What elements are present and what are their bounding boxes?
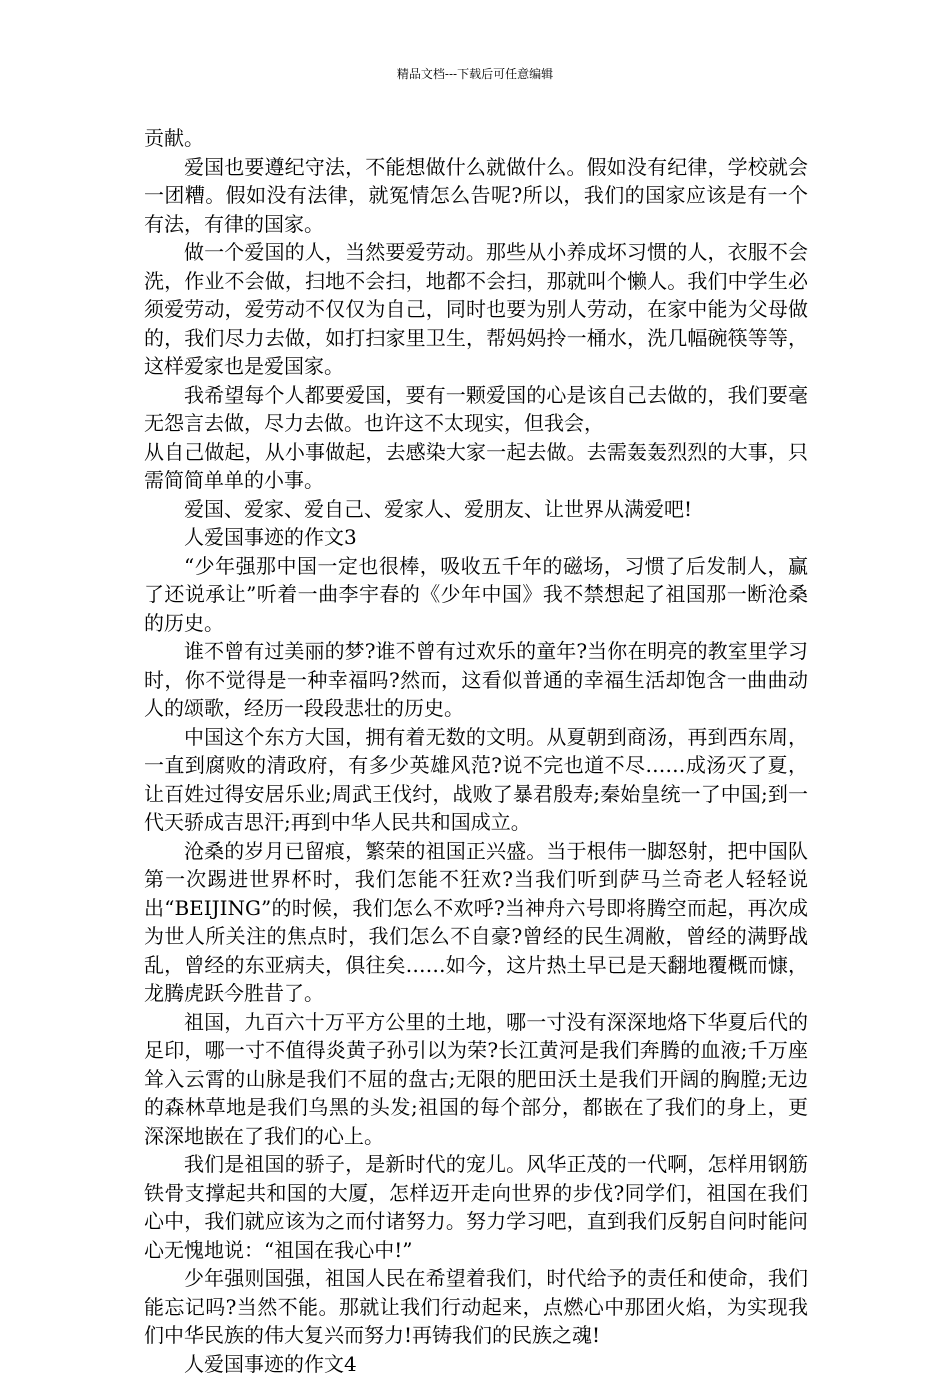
paragraph-6: 爱国、爱家、爱自己、爱家人、爱朋友、让世界从满爱吧! — [144, 495, 808, 524]
section-heading-4: 人爱国事迹的作文4 — [144, 1350, 808, 1378]
paragraph-1: 贡献。 — [144, 124, 808, 153]
paragraph-8: 谁不曾有过美丽的梦?谁不曾有过欢乐的童年?当你在明亮的教室里学习时，你不觉得是一种幸福吗?然而，这看似普通的幸福生活却饱含一曲曲动人的颂歌，经历一段段悲壮的历史。 — [144, 637, 808, 723]
paragraph-2: 爱国也要遵纪守法，不能想做什么就做什么。假如没有纪律，学校就会一团糟。假如没有法律，就冤情怎么告呢?所以，我们的国家应该是有一个有法，有律的国家。 — [144, 153, 808, 239]
section-heading-3: 人爱国事迹的作文3 — [144, 523, 808, 552]
paragraph-12: 我们是祖国的骄子，是新时代的宠儿。风华正茂的一代啊，怎样用钢筋铁骨支撑起共和国的大厦，怎样迈开走向世界的步伐?同学们，祖国在我们心中，我们就应该为之而付诸努力。努力学习吧，直到我们反躬自问时能问心无愧地说：“祖国在我心中!” — [144, 1150, 808, 1264]
paragraph-11: 祖国，九百六十万平方公里的土地，哪一寸没有深深地烙下华夏后代的足印，哪一寸不值得炎黄子孙引以为荣?长江黄河是我们奔腾的血液;千万座耸入云霄的山脉是我们不屈的盘古;无限的肥田沃土是我们开阔的胸膛;无边的森林草地是我们乌黑的头发;祖国的每个部分，都嵌在了我们的身上，更深深地嵌在了我们的心上。 — [144, 1008, 808, 1151]
paragraph-13: 少年强则国强，祖国人民在希望着我们，时代给予的责任和使命，我们能忘记吗?当然不能。那就让我们行动起来，点燃心中那团火焰，为实现我们中华民族的伟大复兴而努力!再铸我们的民族之魂! — [144, 1264, 808, 1350]
paragraph-10: 沧桑的岁月已留痕，繁荣的祖国正兴盛。当于根伟一脚怒射，把中国队第一次踢进世界杯时，我们怎能不狂欢?当我们听到萨马兰奇老人轻轻说出“BEIJING”的时候，我们怎么不欢呼?当神舟六号即将腾空而起，再次成为世人所关注的焦点时，我们怎么不自豪?曾经的民生凋敝，曾经的满野战乱，曾经的东亚病夫，俱往矣……如今，这片热土早已是天翻地覆概而慷，龙腾虎跃今胜昔了。 — [144, 837, 808, 1008]
paragraph-9: 中国这个东方大国，拥有着无数的文明。从夏朝到商汤，再到西东周，一直到腐败的清政府，有多少英雄风范?说不完也道不尽……成汤灭了夏，让百姓过得安居乐业;周武王伐纣，战败了暴君殷寿;秦始皇统一了中国;到一代天骄成吉思汗;再到中华人民共和国成立。 — [144, 723, 808, 837]
paragraph-7: “少年强那中国一定也很棒，吸收五千年的磁场，习惯了后发制人，赢了还说承让”听着一曲李宇春的《少年中国》我不禁想起了祖国那一断沧桑的历史。 — [144, 552, 808, 638]
paragraph-5: 从自己做起，从小事做起，去感染大家一起去做。去需轰轰烈烈的大事，只需简简单单的小事。 — [144, 438, 808, 495]
page-header: 精品文档---下载后可任意编辑 — [0, 66, 950, 82]
document-body — [144, 124, 808, 1378]
paragraph-4: 我希望每个人都要爱国，要有一颗爱国的心是该自己去做的，我们要毫无怨言去做，尽力去做。也许这不太现实，但我会， — [144, 381, 808, 438]
paragraph-3: 做一个爱国的人，当然要爱劳动。那些从小养成坏习惯的人，衣服不会洗，作业不会做，扫地不会扫，地都不会扫，那就叫个懒人。我们中学生必须爱劳动，爱劳动不仅仅为自己，同时也要为别人劳动，在家中能为父母做的，我们尽力去做，如打扫家里卫生，帮妈妈拎一桶水，洗几幅碗筷等等，这样爱家也是爱国家。 — [144, 238, 808, 381]
